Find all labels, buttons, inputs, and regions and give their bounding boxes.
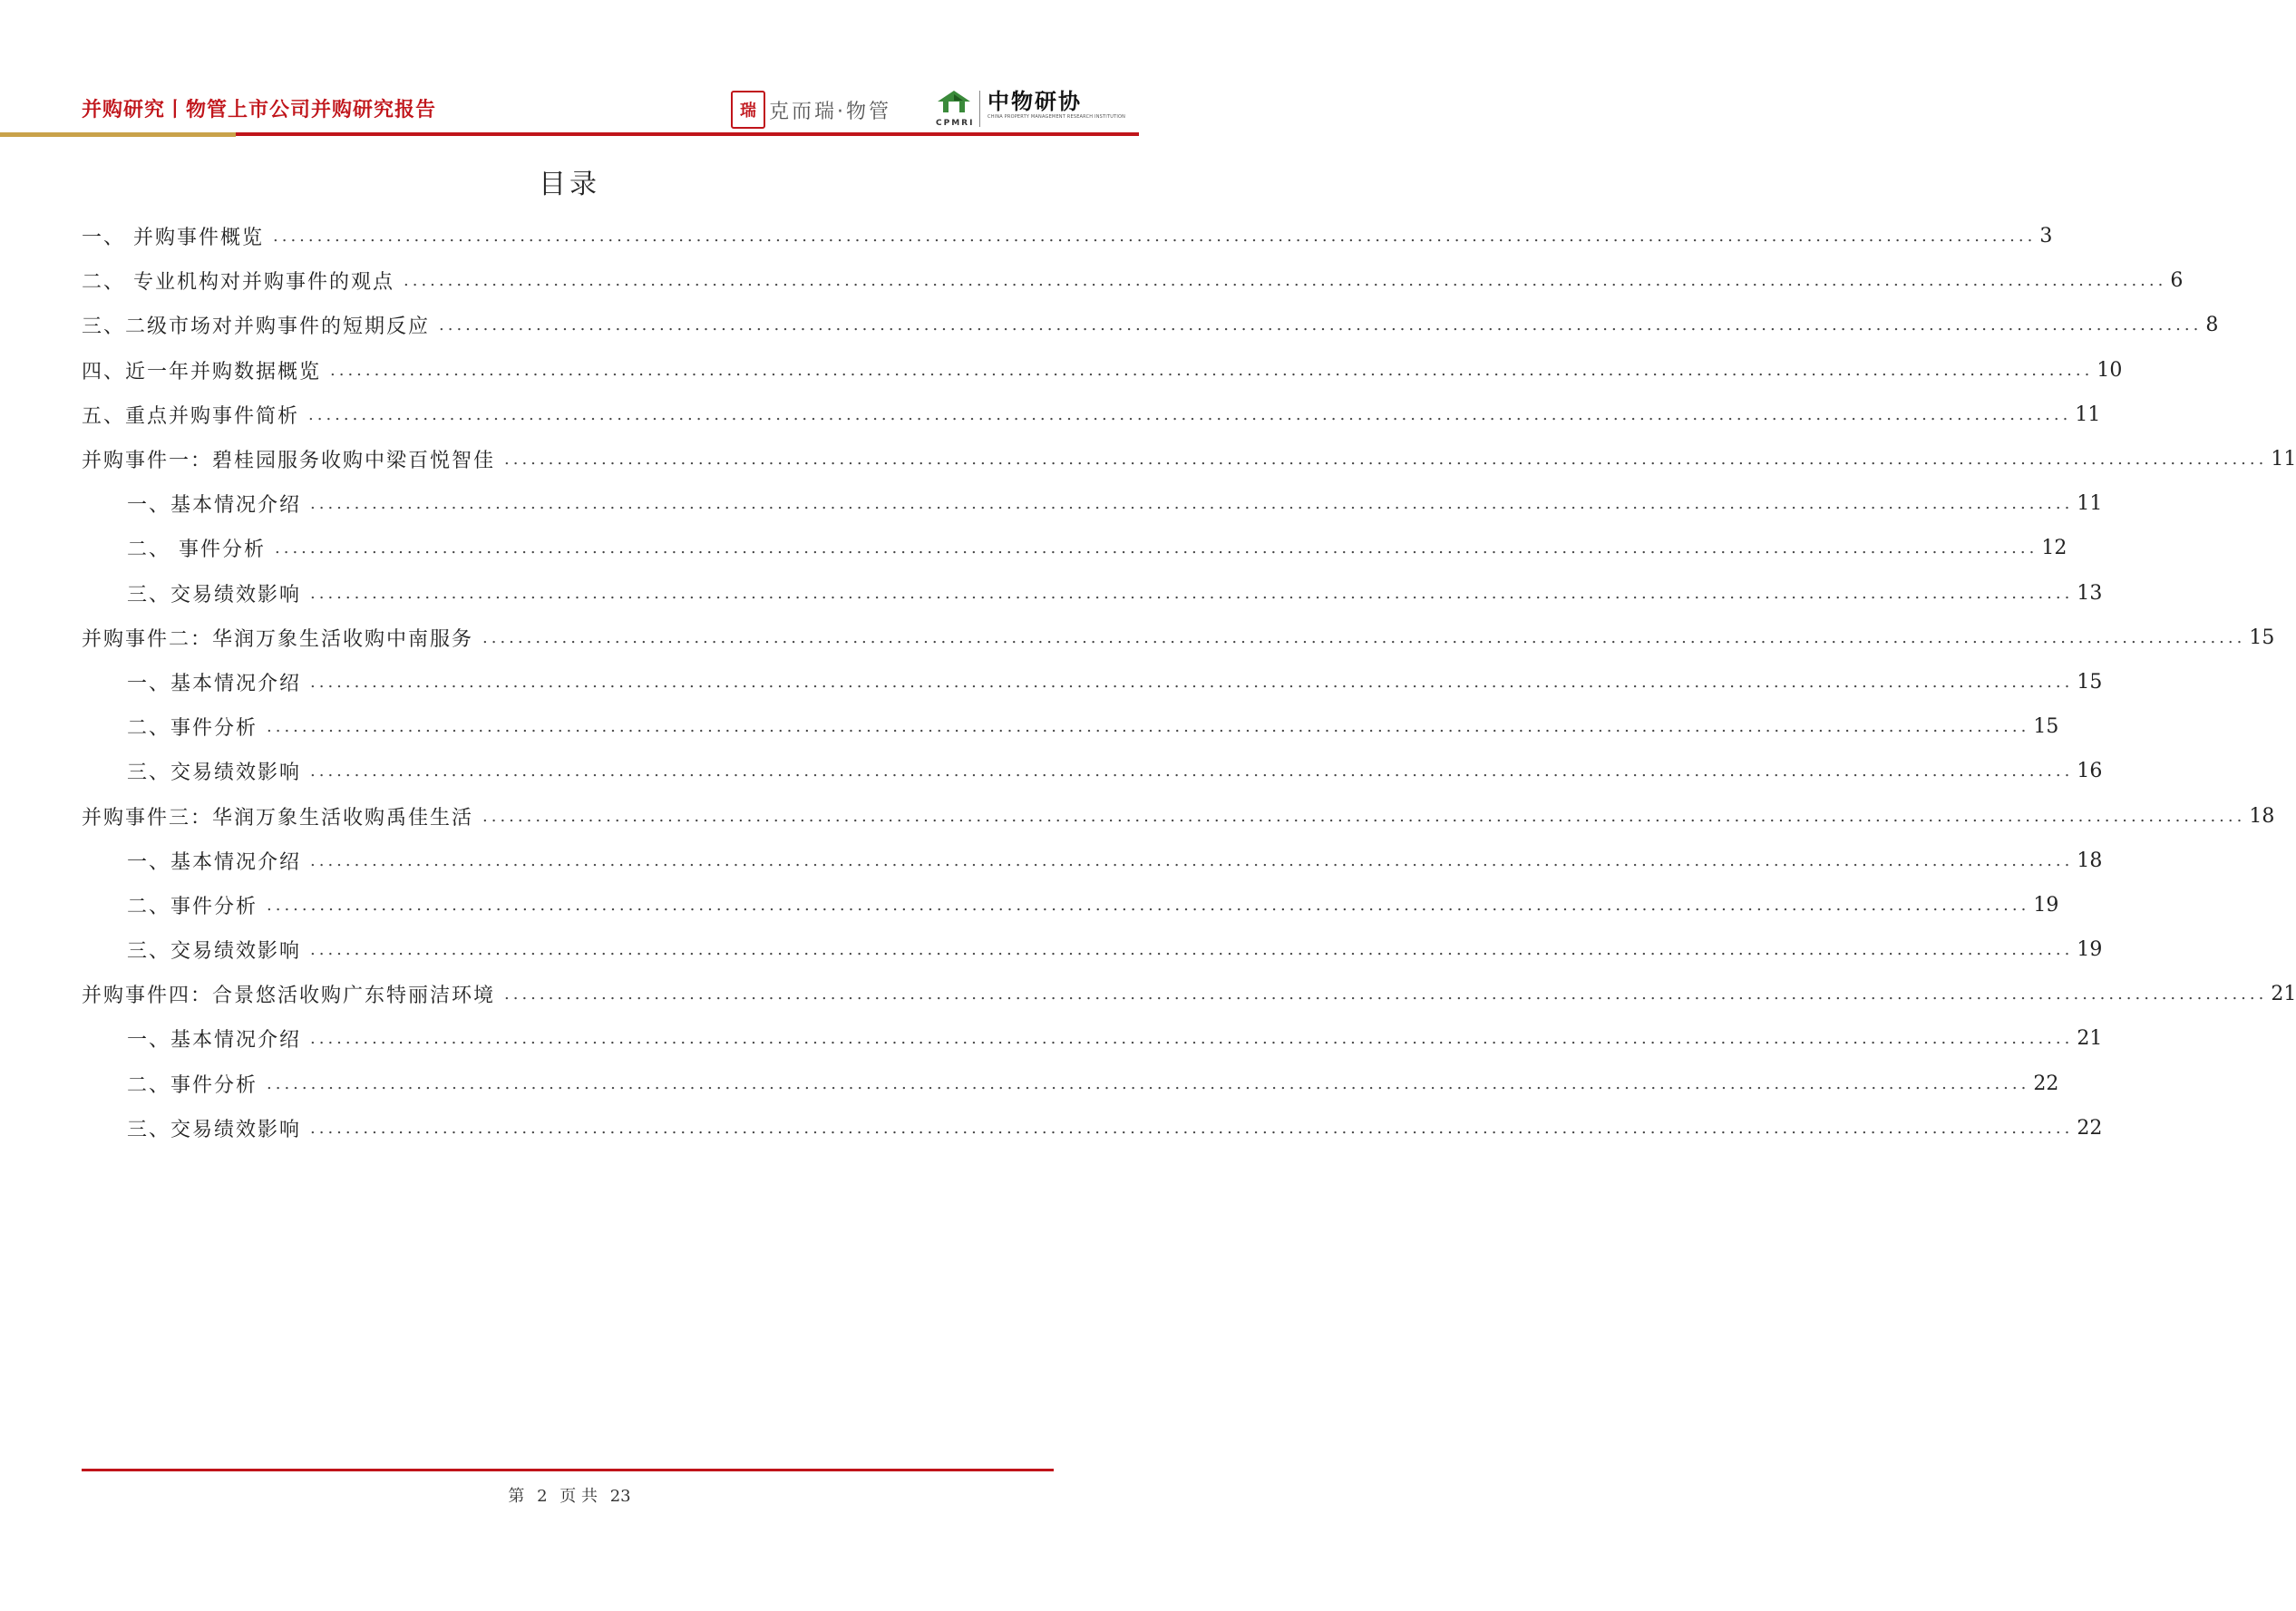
toc-leader-dots: ........................................................................................................................................................................................................ — [273, 227, 2037, 247]
toc-entry-page: 10 — [2097, 358, 2123, 382]
kerui-seal-icon: 瑞 — [731, 91, 765, 129]
toc-entry-label: 五、重点并购事件简析 — [82, 404, 300, 428]
toc-entry-page: 22 — [2077, 1116, 2103, 1140]
toc-entry-label: 一、基本情况介绍 — [127, 850, 302, 874]
toc-entry-page: 13 — [2077, 581, 2103, 605]
toc-leader-dots: ........................................................................................................................................................................................................ — [267, 1073, 2030, 1093]
toc-entry-page: 18 — [2077, 849, 2103, 872]
toc-entry[interactable] — [82, 1062, 2059, 1106]
toc-entry-label: 并购事件二：华润万象生活收购中南服务 — [82, 627, 474, 651]
toc-entry-label: 三、二级市场对并购事件的短期反应 — [82, 315, 431, 339]
toc-leader-dots: ........................................................................................................................................................................................................ — [310, 1118, 2074, 1138]
toc-entry-label: 四、近一年并购数据概览 — [82, 360, 322, 383]
toc-entry[interactable] — [82, 393, 2101, 437]
toc-entry-label: 二、 专业机构对并购事件的观点 — [82, 271, 394, 295]
toc-leader-dots: ........................................................................................................................................................................................................ — [310, 762, 2074, 781]
toc-entry[interactable] — [82, 660, 2103, 704]
toc-leader-dots: ........................................................................................................................................................................................................ — [504, 985, 2268, 1004]
toc-entry-label: 三、交易绩效影响 — [127, 940, 302, 964]
toc-entry-page: 21 — [2271, 983, 2296, 1006]
toc-entry[interactable] — [82, 348, 2123, 393]
toc-leader-dots: ........................................................................................................................................................................................................ — [308, 404, 2072, 424]
cpmri-abbr: CPMRI — [936, 119, 975, 128]
page-number — [0, 1483, 1139, 1507]
kerui-logo — [731, 91, 891, 129]
toc-leader-dots: ........................................................................................................................................................................................................ — [482, 627, 2246, 647]
toc-entry[interactable] — [82, 258, 2184, 303]
toc-entry-page: 18 — [2249, 804, 2275, 828]
toc-entry-page: 19 — [2033, 893, 2059, 917]
toc-entry-label: 二、事件分析 — [127, 1073, 258, 1097]
toc-entry-page: 15 — [2033, 715, 2059, 739]
toc-leader-dots: ........................................................................................................................................................................................................ — [267, 717, 2030, 737]
toc-entry[interactable] — [82, 616, 2275, 660]
toc-entry-label: 二、事件分析 — [127, 895, 258, 918]
toc-entry[interactable] — [82, 571, 2103, 616]
toc-entry-label: 一、基本情况介绍 — [127, 1029, 302, 1053]
report-title: 并购研究丨物管上市公司并购研究报告 — [82, 99, 437, 121]
kerui-logo-text: 克而瑞·物管 — [769, 100, 891, 123]
toc-leader-dots: ........................................................................................................................................................................................................ — [404, 271, 2167, 291]
toc-entry[interactable] — [82, 927, 2103, 972]
toc-entry-page: 15 — [2249, 626, 2275, 649]
total-pages: 23 — [609, 1487, 631, 1506]
toc-leader-dots: ........................................................................................................................................................................................................ — [267, 895, 2030, 915]
toc-entry-label: 并购事件一：碧桂园服务收购中梁百悦智佳 — [82, 450, 496, 473]
cpmri-name-cn: 中物研协 — [987, 89, 1082, 114]
toc-entry[interactable] — [82, 303, 2219, 347]
toc-entry[interactable] — [82, 749, 2103, 793]
toc-entry-label: 一、 并购事件概览 — [82, 227, 264, 250]
toc-leader-dots: ........................................................................................................................................................................................................ — [310, 850, 2074, 870]
toc-leader-dots: ........................................................................................................................................................................................................ — [310, 1029, 2074, 1049]
toc-entry[interactable] — [82, 526, 2067, 570]
toc-entry-label: 三、交易绩效影响 — [127, 1118, 302, 1141]
current-page: 2 — [537, 1487, 548, 1506]
toc-heading: 目录 — [539, 169, 600, 200]
toc-leader-dots: ........................................................................................................................................................................................................ — [310, 940, 2074, 960]
toc-entry-label: 二、事件分析 — [127, 717, 258, 741]
toc-entry[interactable] — [82, 704, 2059, 749]
page-number-prefix: 第 — [508, 1487, 525, 1506]
toc-entry-page: 6 — [2170, 269, 2184, 293]
toc-entry-page: 11 — [2271, 448, 2296, 471]
toc-entry-page: 11 — [2077, 492, 2103, 516]
logo-divider — [979, 91, 980, 127]
toc-entry-page: 22 — [2033, 1072, 2059, 1095]
toc-entry[interactable] — [82, 1016, 2103, 1061]
footer-divider — [82, 1469, 1054, 1471]
page-number-middle: 页 共 — [559, 1487, 598, 1506]
toc-entry-label: 一、基本情况介绍 — [127, 494, 302, 518]
toc-entry-page: 12 — [2041, 537, 2067, 560]
header-divider-gold — [0, 132, 236, 137]
cpmri-logo — [936, 89, 1125, 128]
toc-entry-label: 二、 事件分析 — [127, 539, 266, 562]
toc-leader-dots: ........................................................................................................................................................................................................ — [504, 450, 2268, 470]
toc-leader-dots: ........................................................................................................................................................................................................ — [439, 315, 2203, 335]
toc-entry-label: 三、交易绩效影响 — [127, 762, 302, 785]
toc-entry[interactable] — [82, 1106, 2103, 1150]
toc-entry-page: 3 — [2039, 225, 2053, 248]
cpmri-house-icon — [936, 89, 975, 128]
toc-entry-page: 16 — [2077, 760, 2103, 783]
toc-entry[interactable] — [82, 839, 2103, 883]
toc-leader-dots: ........................................................................................................................................................................................................ — [482, 806, 2246, 826]
toc-entry-page: 21 — [2077, 1027, 2103, 1051]
toc-entry-page: 15 — [2077, 670, 2103, 694]
toc-leader-dots: ........................................................................................................................................................................................................ — [310, 672, 2074, 692]
toc-entry[interactable] — [82, 214, 2053, 258]
toc-entry[interactable] — [82, 972, 2296, 1016]
toc-leader-dots: ........................................................................................................................................................................................................ — [330, 360, 2094, 380]
table-of-contents — [82, 214, 2296, 1150]
toc-entry[interactable] — [82, 883, 2059, 927]
cpmri-name-en: CHINA PROPERTY MANAGEMENT RESEARCH INSTITUTION — [987, 114, 1126, 120]
toc-leader-dots: ........................................................................................................................................................................................................ — [275, 539, 2038, 558]
toc-entry-page: 8 — [2205, 314, 2219, 337]
toc-entry-page: 11 — [2075, 403, 2101, 426]
toc-entry[interactable] — [82, 437, 2296, 481]
toc-entry-label: 一、基本情况介绍 — [127, 672, 302, 695]
toc-entry[interactable] — [82, 793, 2275, 838]
toc-entry-label: 三、交易绩效影响 — [127, 583, 302, 607]
toc-entry-label: 并购事件四：合景悠活收购广东特丽洁环境 — [82, 985, 496, 1008]
toc-entry[interactable] — [82, 481, 2103, 526]
toc-leader-dots: ........................................................................................................................................................................................................ — [310, 583, 2074, 603]
toc-leader-dots: ........................................................................................................................................................................................................ — [310, 494, 2074, 514]
toc-entry-page: 19 — [2077, 938, 2103, 962]
toc-entry-label: 并购事件三：华润万象生活收购禹佳生活 — [82, 806, 474, 830]
